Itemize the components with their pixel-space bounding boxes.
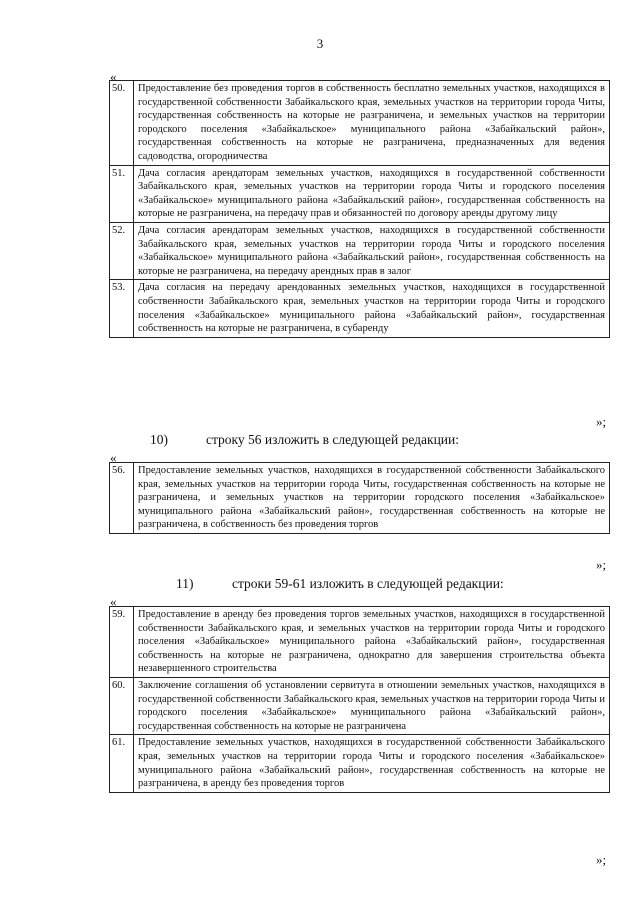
row-text: Предоставление земельных участков, находящихся в государственной собственности Забайкальского края, земельных участков на территории города Читы, государственная собственность на которые не разграничена, и земельных участков на территории городского поселения «Забайкальское» муниципального района «Забайкальский район», государственная собственность на которые не разграничена, в собственность без проведения торгов [138, 465, 605, 531]
open-quote: « [110, 594, 117, 609]
table-block-3 [109, 606, 610, 793]
open-quote: « [110, 450, 117, 465]
table-row [110, 165, 609, 222]
row-number: 52. [110, 223, 134, 279]
close-quote: »; [596, 414, 607, 429]
close-quote: »; [596, 852, 607, 867]
row-number: 51. [110, 166, 134, 222]
table-row [110, 81, 609, 165]
row-number: 53. [110, 280, 134, 336]
table-row [110, 222, 609, 279]
row-text: Заключение соглашения об установлении сервитута в отношении земельных участков, находящихся в государственной собственности Забайкальского края, земельных участков на территории города Читы и городского поселения «Забайкальское» муниципального района «Забайкальский район», государственная собственность на которые не разграничена [138, 679, 605, 732]
heading-number: 11) [176, 576, 194, 591]
table-block-2 [109, 462, 610, 534]
table-row [110, 279, 609, 336]
row-text: Дача согласия арендаторам земельных участков, находящихся в государственной собственности Забайкальского края, земельных участков на территории города Читы и городского поселения «Забайкальское» муниципального района «Забайкальский район», государственная собственность на которые не разграничена, на передачу прав и обязанностей по договору аренды другому лицу [138, 167, 605, 220]
table-row [110, 734, 609, 791]
page-number: 3 [316, 36, 324, 51]
table-row [110, 607, 609, 677]
row-number: 60. [110, 678, 134, 734]
heading-text: строки 59-61 изложить в следующей редакции: [232, 576, 504, 591]
row-text: Предоставление без проведения торгов в собственность бесплатно земельных участков, находящихся в государственной собственности Забайкальского края, земельных участков на территории города Читы, государственная собственность на которые не разграничена, и земельных участков на территории городского поселения «Забайкальское» муниципального района «Забайкальский район», государственная собственность на которые не разграничена, предназначенных для ведения садоводства, огородничества [138, 83, 605, 162]
row-text: Дача согласия арендаторам земельных участков, находящихся в государственной собственности Забайкальского края, земельных участков на территории города Читы и городского поселения «Забайкальское» муниципального района «Забайкальский район», государственная собственность на которые не разграничена, на передачу арендных прав в залог [138, 224, 605, 277]
section-heading-11 [176, 576, 504, 592]
section-heading-10 [150, 432, 459, 448]
heading-text: строку 56 изложить в следующей редакции: [206, 432, 460, 447]
table-row [110, 463, 609, 533]
row-number: 50. [110, 81, 134, 165]
row-text: Предоставление в аренду без проведения торгов земельных участков, находящихся в государственной собственности Забайкальского края, и земельных участков на территории города Читы и городского поселения «Забайкальское» муниципального района «Забайкальский район», государственная собственность на которые не разграничена, однократно для завершения строительства объекта незавершенного строительства [138, 609, 605, 675]
row-number: 61. [110, 735, 134, 791]
row-text: Дача согласия на передачу арендованных земельных участков, находящихся в государственной собственности Забайкальского края, земельных участков на территории города Читы и городского поселения «Забайкальское» муниципального района «Забайкальский район», государственная собственность на которые не разграничена, в субаренду [138, 282, 605, 335]
heading-number: 10) [150, 432, 168, 447]
open-quote: « [110, 69, 117, 84]
table-block-1 [109, 80, 610, 338]
row-number: 59. [110, 607, 134, 677]
table-row [110, 677, 609, 734]
row-number: 56. [110, 463, 134, 533]
row-text: Предоставление земельных участков, находящихся в государственной собственности Забайкальского края, земельных участков на территории города Читы и городского поселения «Забайкальское» муниципального района «Забайкальский район», государственная собственность на которые не разграничена, в аренду без проведения торгов [138, 737, 605, 790]
close-quote: »; [596, 557, 607, 572]
